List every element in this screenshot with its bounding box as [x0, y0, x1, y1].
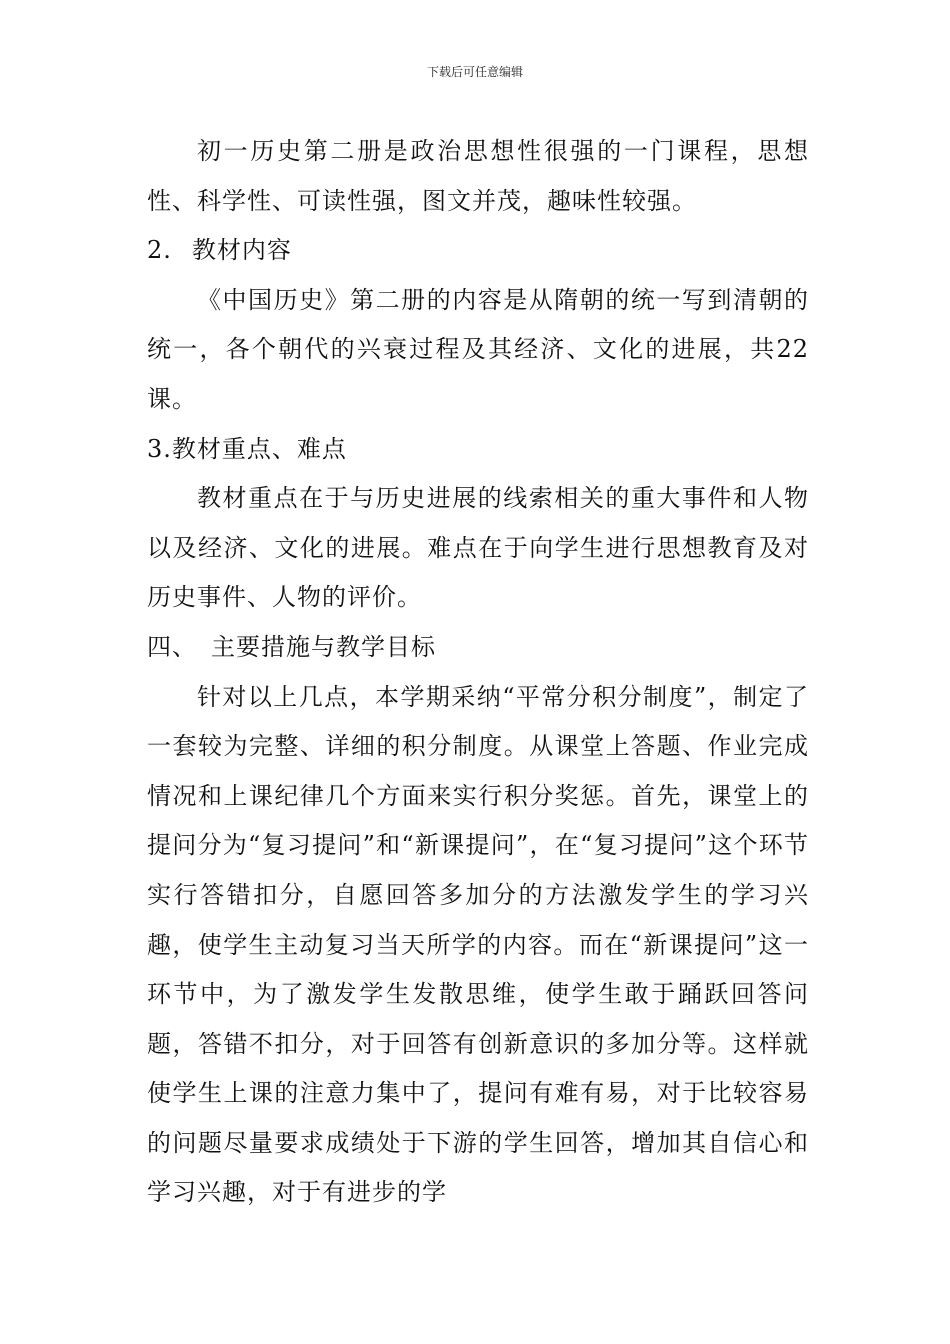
section-title: 主要措施与教学目标 [211, 632, 436, 661]
section-number: 3. [147, 434, 172, 463]
section-heading-measures [147, 623, 809, 673]
section-number: 四、 [147, 632, 197, 661]
paragraph-content: 《中国历史》第二册的内容是从隋朝的统一写到清朝的统一，各个朝代的兴衰过程及其经济、文化的进展，共22课。 [147, 285, 809, 413]
section-number: 2. [147, 236, 172, 265]
paragraph-intro: 初一历史第二册是政治思想性很强的一门课程，思想性、科学性、可读性强，图文并茂，趣味性较强。 [147, 137, 809, 215]
section-title: 教材重点、难点 [171, 434, 347, 463]
document-body [147, 127, 809, 1218]
paragraph-measures: 针对以上几点，本学期采纳“平常分积分制度”，制定了一套较为完整、详细的积分制度。从课堂上答题、作业完成情况和上课纪律几个方面来实行积分奖惩。首先，课堂上的提问分为“复习提问”和“新课提问”，在“复习提问”这个环节实行答错扣分，自愿回答多加分的方法激发学生的学习兴趣，使学生主动复习当天所学的内容。而在“新课提问”这一环节中，为了激发学生发散思维，使学生敢于踊跃回答问题，答错不扣分，对于回答有创新意识的多加分等。这样就使学生上课的注意力集中了，提问有难有易，对于比较容易的问题尽量要求成绩处于下游的学生回答，增加其自信心和学习兴趣，对于有进步的学 [147, 682, 809, 1207]
page-header-note: 下载后可任意编辑 [426, 65, 523, 79]
section-heading-key-points [147, 425, 809, 475]
paragraph-focus: 教材重点在于与历史进展的线索相关的重大事件和人物以及经济、文化的进展。难点在于向学生进行思想教育及对历史事件、人物的评价。 [147, 484, 809, 612]
section-heading-teaching-content [147, 226, 809, 276]
section-title: 教材内容 [191, 236, 292, 265]
